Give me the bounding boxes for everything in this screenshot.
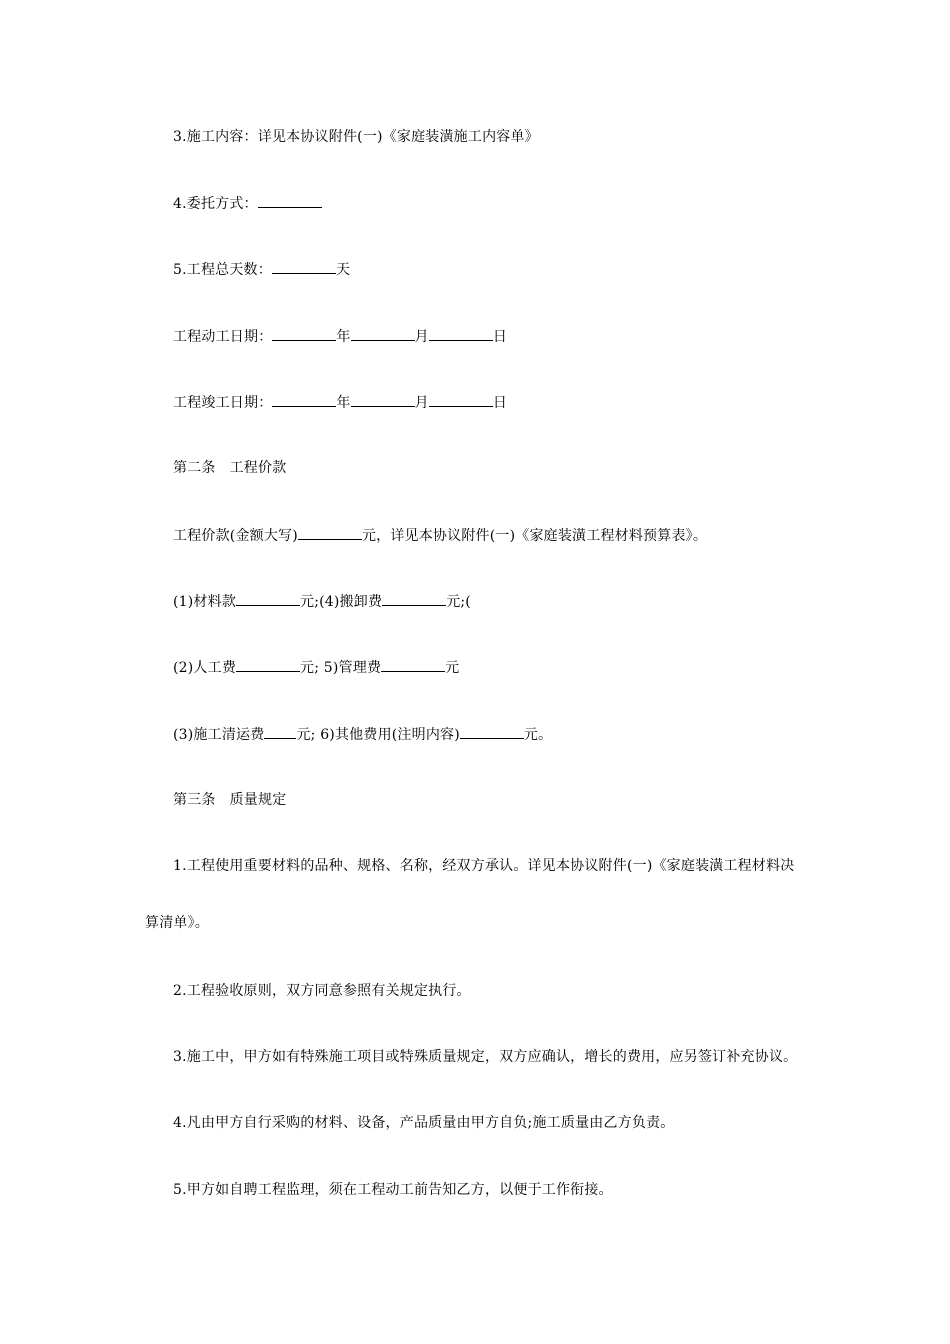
end-day-blank [429,393,493,407]
price-suffix: 元，详见本协议附件(一)《家庭装潢工程材料预算表》。 [361,528,708,544]
end-month-blank [351,393,415,407]
quality-item-1-part-2 [145,914,209,932]
end-date-line [173,393,507,412]
quality-item-2 [173,982,471,1000]
month-unit: 月 [414,329,429,345]
labor-fee-blank [236,658,300,672]
article-2-title: 工程价款 [229,460,287,476]
start-date-label: 工程动工日期： [173,329,273,345]
article-3-number: 第三条 [173,792,216,808]
handling-fee-blank [382,592,446,606]
article-2-number: 第二条 [173,460,216,476]
quality-1-continuation: 算清单》。 [145,915,209,931]
other-fee-blank [460,725,524,739]
material-fee-blank [236,592,300,606]
end-year-blank [272,393,336,407]
article-3-title: 质量规定 [229,792,287,808]
material-fee-label: (1)材料款 [173,594,237,610]
fee-line-2 [173,658,459,677]
total-days-blank [272,260,336,274]
labor-fee-label: (2)人工费 [173,660,237,676]
item-5-label: 5.工程总天数： [173,262,272,278]
item-3-text: 3.施工内容：详见本协议附件(一)《家庭装潢施工内容单》 [173,129,539,145]
start-month-blank [351,327,415,341]
price-label: 工程价款(金额大写) [173,528,298,544]
fee-line-1-end: 元;( [446,594,471,610]
end-date-label: 工程竣工日期： [173,395,273,411]
fee-line-1 [173,592,471,611]
quality-1-text: 1.工程使用重要材料的品种、规格、名称，经双方承认。详见本协议附件(一)《家庭装潢工程材料决 [173,858,795,874]
project-price-line [173,526,707,545]
day-unit: 日 [492,329,508,345]
quality-5-text: 5.甲方如自聘工程监理，须在工程动工前告知乙方，以便于工作衔接。 [173,1182,613,1198]
quality-3-text: 3.施工中，甲方如有特殊施工项目或特殊质量规定，双方应确认，增长的费用，应另签订补充协议。 [173,1049,798,1065]
days-unit: 天 [335,262,351,278]
management-fee-label: 元; 5)管理费 [300,660,382,676]
article-3-heading [173,791,286,809]
year-unit: 年 [336,329,351,345]
fee-line-3 [173,725,552,744]
commission-method-blank [258,194,322,208]
month-unit: 月 [414,395,429,411]
year-unit: 年 [336,395,351,411]
quality-item-4 [173,1114,674,1132]
quality-4-text: 4.凡由甲方自行采购的材料、设备，产品质量由甲方自负;施工质量由乙方负责。 [173,1115,675,1131]
cleanup-fee-label: (3)施工清运费 [173,727,265,743]
item-5-total-days [173,260,350,279]
other-fee-label: 元; 6)其他费用(注明内容) [296,727,460,743]
quality-item-3 [173,1048,797,1066]
quality-item-1-part-1 [173,857,794,875]
price-amount-blank [298,526,362,540]
item-4-label: 4.委托方式： [173,196,258,212]
start-day-blank [429,327,493,341]
quality-item-5 [173,1181,613,1199]
cleanup-fee-blank [264,725,296,739]
start-date-line [173,327,507,346]
day-unit: 日 [492,395,508,411]
management-fee-blank [381,658,445,672]
start-year-blank [272,327,336,341]
article-2-heading [173,459,286,477]
handling-fee-label: 元;(4)搬卸费 [300,594,383,610]
fee-line-2-end: 元 [445,660,460,676]
item-4-commission-method [173,194,322,213]
item-3-construction-content [173,128,539,146]
quality-2-text: 2.工程验收原则，双方同意参照有关规定执行。 [173,983,471,999]
fee-line-3-end: 元。 [523,727,553,743]
